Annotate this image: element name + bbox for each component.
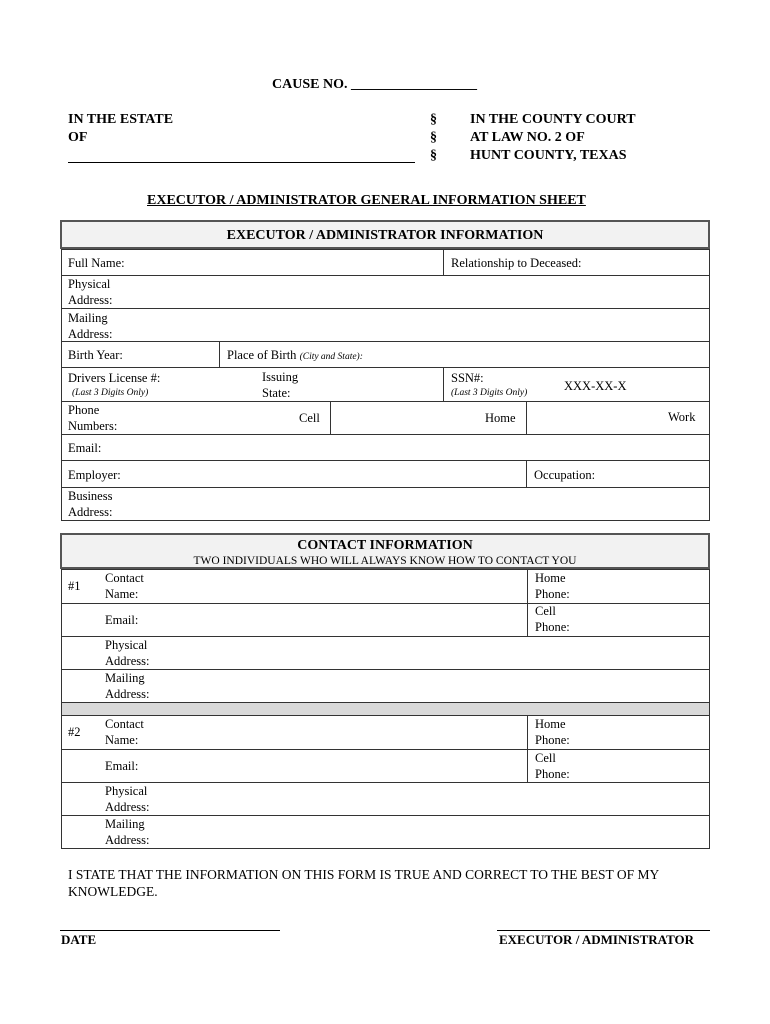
place-of-birth-field[interactable] [227,347,363,365]
executor-signature-label: EXECUTOR / ADMINISTRATOR [499,932,695,947]
contact-1-name-field[interactable]: Contact Name: [105,571,144,601]
contact-separator [62,703,709,715]
contact-section-header [60,533,710,569]
place-of-birth-label: Place of Birth [227,348,297,362]
contact-1-email-field[interactable]: Email: [105,613,139,627]
contact-section-title: CONTACT INFORMATION [297,538,473,553]
court-line2: AT LAW NO. 2 OF [470,130,585,145]
estate-name-line[interactable] [68,162,415,163]
phone-numbers-label: Phone Numbers: [68,403,118,433]
section-symbol-3: § [430,148,437,163]
work-phone-field[interactable]: Work [668,410,696,424]
estate-label-line1: IN THE ESTATE [68,112,174,127]
date-signature-line[interactable] [60,930,280,931]
full-name-field[interactable]: Full Name: [68,256,125,270]
executor-section-header [60,220,710,249]
date-label: DATE [61,932,97,947]
executor-section-title: EXECUTOR / ADMINISTRATOR INFORMATION [226,228,544,243]
issuing-state-field[interactable]: Issuing State: [262,370,299,400]
contact-section-subtitle: TWO INDIVIDUALS WHO WILL ALWAYS KNOW HOW TO CONTACT YOU [193,555,577,567]
place-of-birth-note: (City and State): [299,352,363,362]
court-line3: HUNT COUNTY, TEXAS [470,148,627,163]
drivers-license-note: (Last 3 Digits Only) [72,388,149,398]
occupation-field[interactable]: Occupation: [534,468,596,482]
form-title: EXECUTOR / ADMINISTRATOR GENERAL INFORMATION SHEET [147,193,586,208]
home-phone-field[interactable]: Home [485,411,516,425]
executor-signature-line[interactable] [497,930,710,931]
contact-1-number: #1 [68,579,81,593]
contact-1-home-phone-field[interactable]: Home Phone: [535,571,570,601]
estate-label-line2: OF [68,130,88,145]
mailing-address-field[interactable]: Mailing Address: [68,311,113,341]
relationship-field[interactable]: Relationship to Deceased: [451,256,582,270]
contact-1-mailing-address-field[interactable]: Mailing Address: [105,671,150,701]
court-line1: IN THE COUNTY COURT [470,112,636,127]
contact-2-physical-address-field[interactable]: Physical Address: [105,784,150,814]
contact-2-number: #2 [68,725,81,739]
employer-field[interactable]: Employer: [68,468,121,482]
section-symbol-2: § [430,130,437,145]
contact-2-mailing-address-field[interactable]: Mailing Address: [105,817,150,847]
birth-year-field[interactable]: Birth Year: [68,348,123,362]
ssn-value: XXX-XX-X [564,379,627,393]
contact-2-cell-phone-field[interactable]: Cell Phone: [535,751,570,781]
email-field[interactable]: Email: [68,441,102,455]
contact-2-email-field[interactable]: Email: [105,759,139,773]
contact-1-cell-phone-field[interactable]: Cell Phone: [535,604,570,634]
contact-1-physical-address-field[interactable]: Physical Address: [105,638,150,668]
contact-2-name-field[interactable]: Contact Name: [105,717,144,747]
drivers-license-field[interactable]: Drivers License #: [68,371,161,385]
certification-statement: I STATE THAT THE INFORMATION ON THIS FORM IS TRUE AND CORRECT TO THE BEST OF MY KNOWLEDGE. [68,867,659,899]
contact-2-home-phone-field[interactable]: Home Phone: [535,717,570,747]
ssn-field[interactable]: SSN#: [451,371,484,385]
ssn-note: (Last 3 Digits Only) [451,388,528,398]
business-address-field[interactable]: Business Address: [68,489,113,519]
physical-address-field[interactable]: Physical Address: [68,277,113,307]
cause-number: CAUSE NO. __________________ [272,77,477,92]
cell-phone-field[interactable]: Cell [299,411,320,425]
section-symbol-1: § [430,112,437,127]
